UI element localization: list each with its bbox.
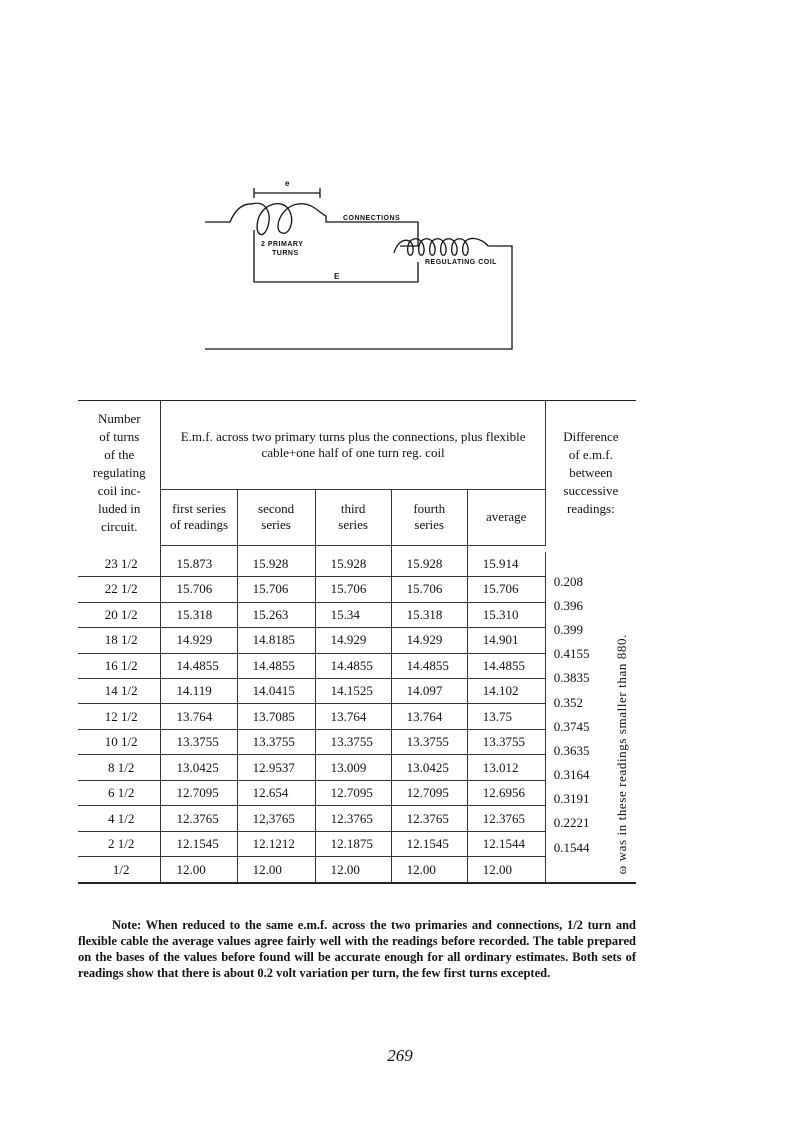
value-cell: 14.8185 [237,628,315,653]
value-cell: 13.3755 [161,729,237,754]
label-regulating-coil: REGULATING COIL [425,259,497,266]
difference-value: 0.2221 [553,815,590,831]
subheader-fourth-series: fourth series [391,490,467,545]
value-cell: 13.764 [161,704,237,729]
turns-cell: 10 1/2 [78,729,161,754]
value-cell: 12.1544 [467,831,545,856]
value-cell: 13.012 [467,755,545,780]
difference-value: 0.1544 [553,839,590,855]
turns-cell: 6 1/2 [78,780,161,805]
difference-value: 0.399 [553,621,583,637]
value-cell: 15.34 [315,602,391,627]
page-number: 269 [387,1046,413,1065]
note-text: When reduced to the same e.m.f. across the two primaries and connections, 1/2 turn and flexible cable the average values agree fairly well with the readings before recorded. The table prepared on the bases of the values before found will be accurate enough for all ordinary estimates. Both sets of readings show that there is about 0.2 volt variation per turn, the few first turns excepted. [78,918,636,980]
turns-cell: 22 1/2 [78,577,161,602]
value-cell: 15.928 [391,552,467,577]
circuit-diagram [0,0,800,360]
value-cell: 15.706 [237,577,315,602]
value-cell: 12.3765 [391,806,467,831]
difference-column [545,552,636,883]
label-E: E [334,272,340,281]
turns-cell: 16 1/2 [78,653,161,678]
subheader-third-series: third series [315,490,391,545]
value-cell: 14.1525 [315,679,391,704]
label-primary-line1: 2 PRIMARY [261,241,304,248]
value-cell: 13.009 [315,755,391,780]
value-cell: 12.1875 [315,831,391,856]
label-connections: CONNECTIONS [343,215,401,222]
value-cell: 13.0425 [161,755,237,780]
value-cell: 14.929 [161,628,237,653]
value-cell: 14.929 [391,628,467,653]
subheader-first-series: first series of readings [161,490,237,545]
value-cell: 13.3755 [391,729,467,754]
value-cell: 14.4855 [391,653,467,678]
value-cell: 14.901 [467,628,545,653]
value-cell: 12.6956 [467,780,545,805]
value-cell: 12.00 [482,861,512,877]
value-cell: 13.764 [315,704,391,729]
value-cell: 12.1545 [161,831,237,856]
difference-value: 0.4155 [553,646,590,662]
value-cell: 13.75 [467,704,545,729]
value-cell: 15.706 [315,577,391,602]
difference-list [554,570,590,860]
turns-cell: 18 1/2 [78,628,161,653]
value-cell: 12.9537 [237,755,315,780]
value-cell: 12.7095 [315,780,391,805]
emf-table [78,400,636,884]
value-cell: 15.310 [467,602,545,627]
value-cell: 14.102 [467,679,545,704]
value-cell: 15.318 [161,602,237,627]
value-cell: 13.764 [391,704,467,729]
value-cell: 13.3755 [467,729,545,754]
value-cell: 12.3765 [161,806,237,831]
value-cell: 12,3765 [237,806,315,831]
value-cell: 13.0425 [391,755,467,780]
value-cell: 14.097 [391,679,467,704]
turns-cell: 14 1/2 [78,679,161,704]
difference-value: 0.3635 [553,742,590,758]
subheader-average: average [467,490,545,545]
turns-cell: 23 1/2 [78,552,161,577]
value-cell: 15.928 [315,552,391,577]
value-cell: 12.00 [237,857,315,883]
label-e-small: e [285,179,290,188]
difference-value: 0.3191 [553,791,590,807]
turns-cell: 1/2 [78,857,161,883]
value-cell: 13.7085 [237,704,315,729]
note-paragraph [78,917,636,981]
turns-cell: 12 1/2 [78,704,161,729]
table-row [78,552,636,577]
difference-value: 0.3745 [553,718,590,734]
emf-table-container [78,400,636,884]
turns-header: Number of turns of the regulating coil inc- luded in circuit. [78,401,161,546]
value-cell: 14.4855 [237,653,315,678]
difference-value: 0.3164 [553,767,590,783]
value-cell: 12.00 [315,857,391,883]
vertical-note: ω was in these readings smaller than 880. [614,633,629,874]
turns-cell: 20 1/2 [78,602,161,627]
value-cell: 13.3755 [237,729,315,754]
label-primary-line2: TURNS [272,250,299,257]
value-cell: 12.3765 [315,806,391,831]
difference-value: 0.396 [553,597,583,613]
value-cell: 12.1212 [237,831,315,856]
difference-value: 0.352 [553,694,583,710]
value-cell: 15.318 [391,602,467,627]
value-cell: 15.706 [161,577,237,602]
value-cell: 15.706 [467,577,545,602]
value-cell: 15.914 [467,552,545,577]
difference-value: 0.3835 [553,670,590,686]
difference-value: 0.208 [553,573,583,589]
value-cell: 15.928 [237,552,315,577]
difference-header: Difference of e.m.f. between successive readings: [545,401,636,546]
value-cell: 15.263 [237,602,315,627]
value-cell: 13.3755 [315,729,391,754]
value-cell: 14.119 [161,679,237,704]
value-cell: 12.00 [391,857,467,883]
value-cell: 12.7095 [161,780,237,805]
subheader-second-series: second series [237,490,315,545]
turns-cell: 4 1/2 [78,806,161,831]
value-cell: 14.4855 [467,653,545,678]
value-cell: 12.00 [161,857,237,883]
value-cell: 12.3765 [467,806,545,831]
turns-cell: 8 1/2 [78,755,161,780]
value-cell: 14.4855 [315,653,391,678]
value-cell: 14.4855 [161,653,237,678]
value-cell: 12.1545 [391,831,467,856]
value-cell: 12.7095 [391,780,467,805]
value-cell: 14.0415 [237,679,315,704]
turns-cell: 2 1/2 [78,831,161,856]
note-label: Note: [112,918,142,932]
value-cell: 15.706 [391,577,467,602]
value-cell: 15.873 [161,552,237,577]
value-cell: 12.654 [237,780,315,805]
emf-group-header: E.m.f. across two primary turns plus the connections, plus flexible cable+one half of one turn reg. coil [161,401,545,490]
value-cell: 14.929 [315,628,391,653]
